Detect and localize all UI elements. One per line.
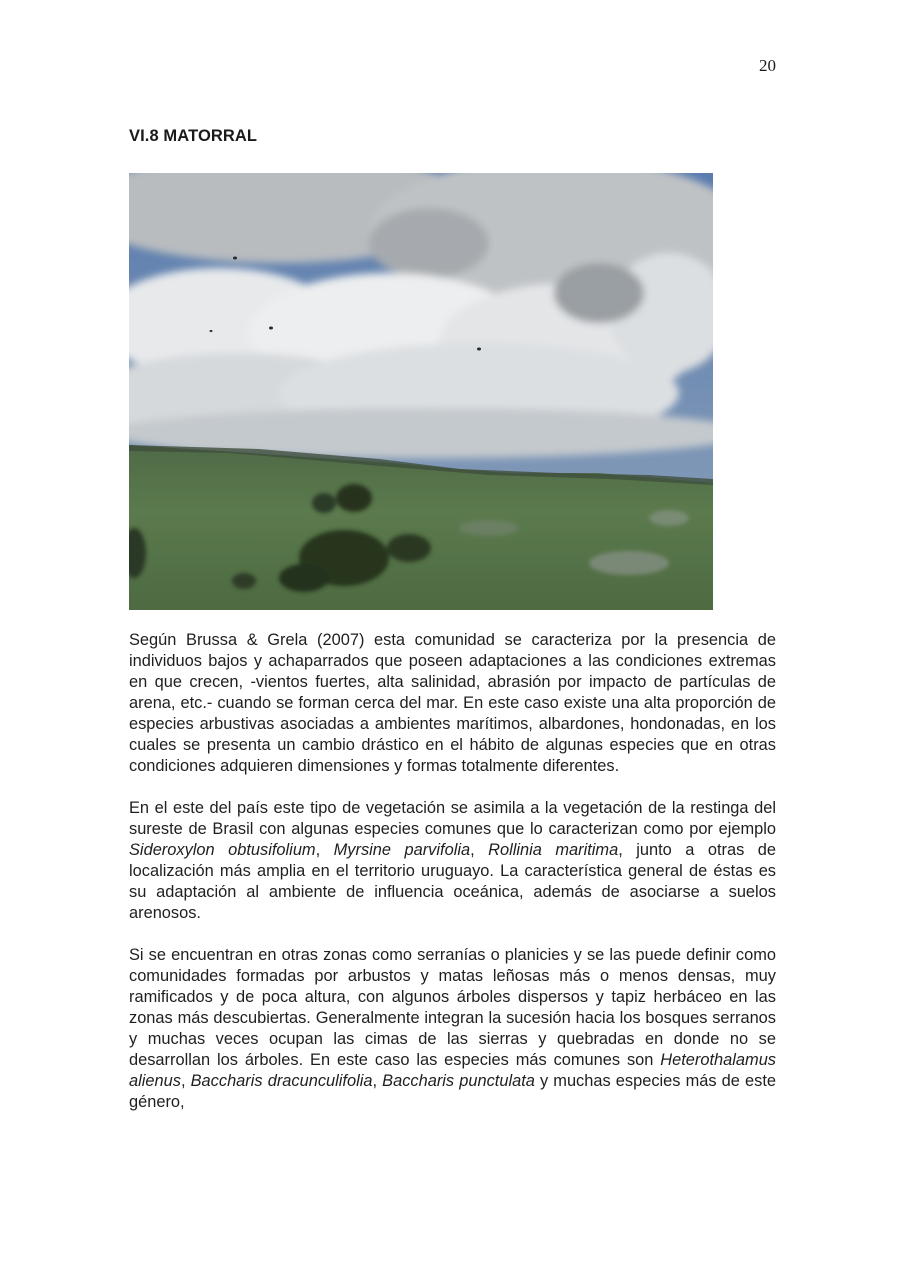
paragraph-3-text: y muchas especies más de este género, bbox=[129, 1072, 776, 1111]
paragraph-3-text: Si se encuentran en otras zonas como serranías o planicies y se las puede definir como comunidades formadas por arbustos y matas leñosas más o menos densas, muy ramificados y de poca altura, con algunos árboles dispersos y tapiz herbáceo en las zonas más descubiertas. Generalmente integran la sucesión hacia los bosques serranos y muchas veces ocupan las cimas de las sierras y quebradas en donde no se desarrollan los árboles. En este caso las especies más comunes son bbox=[129, 946, 776, 1069]
paragraph-1 bbox=[129, 630, 776, 777]
separator: , bbox=[470, 841, 489, 859]
paragraph-2-text: En el este del país este tipo de vegetación se asimila a la vegetación de la restinga del sureste de Brasil con algunas especies comunes que lo caracterizan como por ejemplo bbox=[129, 799, 776, 838]
paragraph-2 bbox=[129, 798, 776, 924]
species-name: Baccharis dracunculifolia bbox=[190, 1072, 373, 1090]
photo-icon bbox=[129, 173, 713, 610]
section-title: VI.8 MATORRAL bbox=[129, 127, 258, 145]
separator: , bbox=[372, 1072, 383, 1090]
species-name: Sideroxylon obtusifolium bbox=[129, 841, 316, 859]
separator: , bbox=[180, 1072, 191, 1090]
separator: , bbox=[315, 841, 334, 859]
landscape-photo bbox=[129, 173, 713, 610]
species-name: Baccharis punctulata bbox=[382, 1072, 535, 1090]
paragraph-3 bbox=[129, 945, 776, 1113]
body-text bbox=[129, 630, 776, 1134]
page-number: 20 bbox=[759, 56, 776, 75]
species-name: Rollinia maritima bbox=[488, 841, 619, 859]
paragraph-1-text: Según Brussa & Grela (2007) esta comunidad se caracteriza por la presencia de individuos bajos y achaparrados que poseen adaptaciones a las condiciones extremas en que crecen, -vientos fuertes, alta salinidad, abrasión por impacto de partículas de arena, etc.- cuando se forman cerca del mar. En este caso existe una alta proporción de especies arbustivas asociadas a ambientes marítimos, albardones, hondonadas, en los cuales se presenta un cambio drástico en el hábito de algunas especies que en otras condiciones adquieren dimensiones y formas totalmente diferentes. bbox=[129, 631, 776, 775]
species-name: Myrsine parvifolia bbox=[333, 841, 471, 859]
paragraph-2-text: , junto a otras de localización más amplia en el territorio uruguayo. La característica general de éstas es su adaptación al ambiente de influencia oceánica, además de asociarse a suelos arenosos. bbox=[129, 841, 777, 922]
species-name: Heterothalamus alienus bbox=[129, 1051, 776, 1090]
